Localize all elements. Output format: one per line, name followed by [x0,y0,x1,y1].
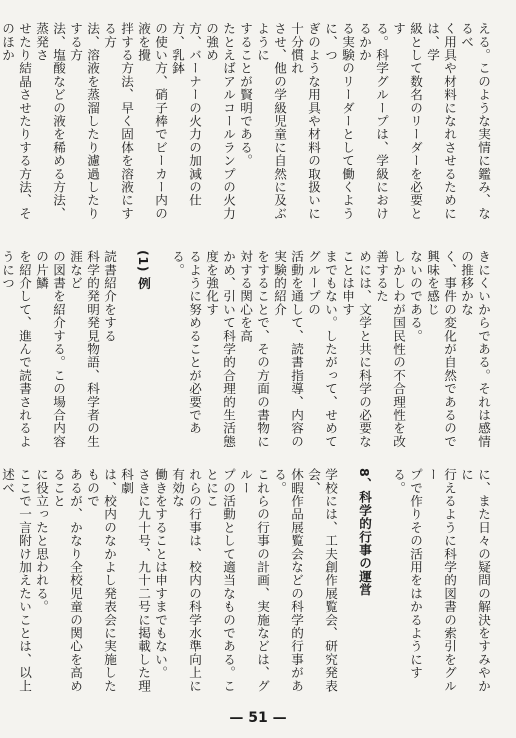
text-line: 科学的発明発見物語、科学者の生涯など [68,250,100,448]
bottom-tier-text [0,468,492,700]
text-line: きにくいからである。それは感情の推移かな [459,250,491,448]
text-line: るように努めることが必要である。 [170,250,202,435]
text-line: く、事件の変化が自然であるので興味を感じ [425,250,457,448]
text-line: たとえばアルコールランプの火力の強め [204,22,236,220]
text-line: せたり結晶させたりする方法、そのほか [0,22,32,220]
text-line: 拌する方法、早く固体を溶液にする方 [102,22,134,220]
text-line: 働きをすることは申すまでもない。 [153,468,168,680]
text-line: しかしわが国民性の不合理性を改善するた [374,250,406,448]
text-line: 級として数名のリーダーを必要とす [391,22,423,220]
text-line: めには、文学と共に科学の必要なことは申す [340,250,372,448]
top-tier [0,22,492,230]
text-line: までもない。したがって、せめてグループの [306,250,338,448]
text-line: プで作りその活用をはかるようにする。 [391,468,423,680]
top-tier-text [0,22,492,230]
text-line [339,468,356,700]
text-line: 休暇作品展覧会などの科学的行事がある。 [272,468,304,693]
text-line: に、また日々の疑問の解決をすみやかに [459,468,491,693]
text-line: 方、バーナーの火力の加減の仕方、乳鉢 [170,22,202,207]
text-line: (1) 例 [136,250,151,291]
middle-tier-text [0,250,492,448]
text-line: ないのである。 [408,250,423,343]
text-line: ぎのような用具や材料の取扱いに十分慣れ [289,22,321,220]
text-line: れらの行事は、校内の科学水準向上に有効な [170,468,202,693]
text-line: く用具や材料になれさせるためには、学 [425,22,457,220]
text-line: える。このような実情に鑑み、なるべ [459,22,491,220]
text-line: ここで一言附け加えたいことは、以上述べ [0,468,32,693]
text-line: 活動を通して、読書指導、内容の実験的紹介 [272,250,304,448]
text-line: させ、他の学級児童に自然に及ぶように [255,22,287,220]
middle-tier [0,250,492,448]
text-line: 行えるように科学的図書の索引をグルー [425,468,457,693]
text-line [118,250,135,448]
text-line: あるが、かなり全校児童の関心を高めること [51,468,83,693]
text-line: かめ、引いて科学的合理的生活態度を強化す [204,250,236,448]
text-line: 学校には、工夫創作展覧会、研究発表会、 [306,468,338,693]
text-line: の使い方、硝子棒でビーカー内の液を攪 [136,22,168,220]
text-line: をすることで、その方面の書物に対する関心を高 [238,250,270,448]
bottom-tier [0,468,492,700]
text-line: プの活動として適当なものである。ことにこ [204,468,236,693]
text-line: の図書を紹介する。この場合内容の片鱗 [34,250,66,448]
page-number: — 51 — [229,710,287,726]
text-line: これらの行事の計画、実施などは、グルー [238,468,270,693]
text-line: る実験のリーダーとして働くように、つ [323,22,355,220]
text-line: は、校内のなかよし発表会に実施したもので [85,468,117,693]
text-line: る。科学グループは、学級におけるかか [357,22,389,220]
text-line: 法、溶液を蒸溜したり濾過したりする方 [68,22,100,220]
text-line: を紹介して、進んで読書されるようにつ [0,250,32,448]
text-line: さきに九十号、九十二号に掲載した理科劇 [119,468,151,693]
text-line: 法、塩酸などの液を稀める方法、蒸発さ [34,22,66,220]
text-line: に役立ったと思われる。 [34,468,49,614]
text-line [152,250,169,448]
text-line: 読書紹介をする [102,250,117,343]
text-line [373,468,390,700]
text-line: 8、科学的行事の運営 [357,468,372,597]
text-line: することが賢明である。 [238,22,253,168]
